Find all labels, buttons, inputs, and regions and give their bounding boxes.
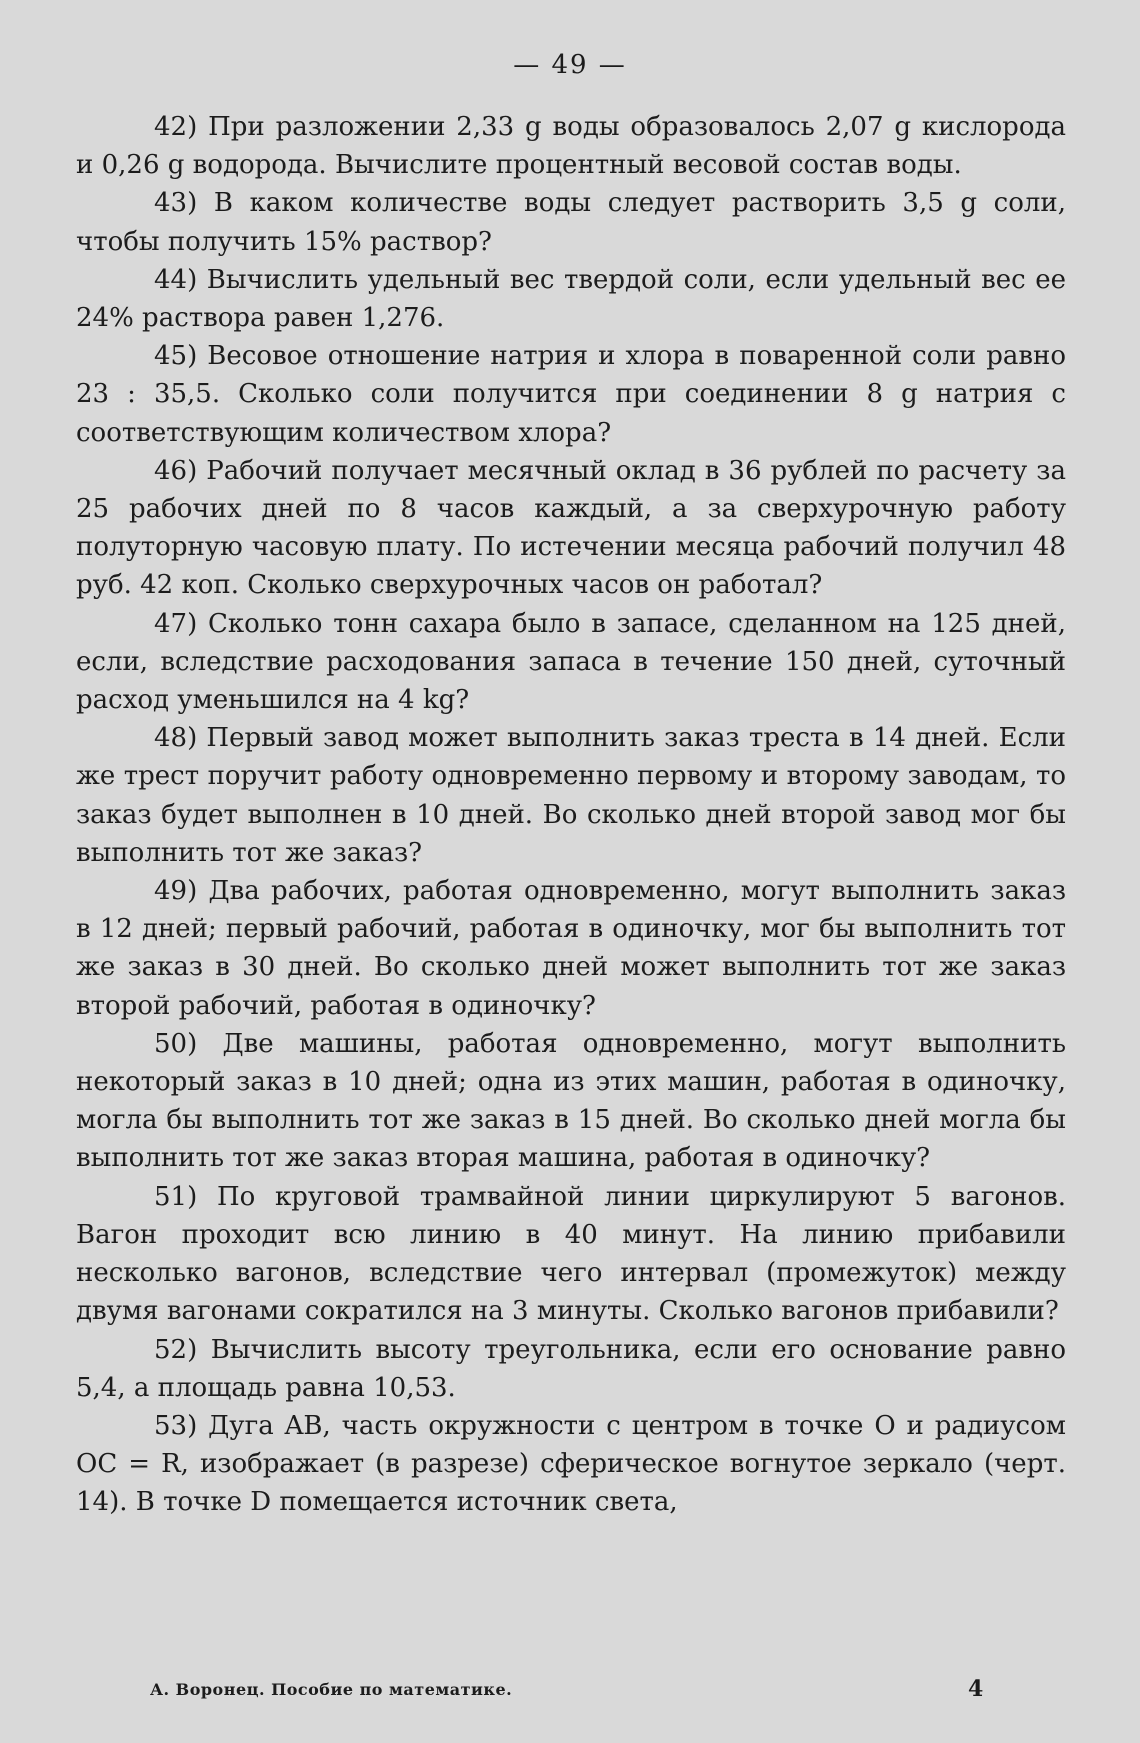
problem-48: 48) Первый завод может выполнить заказ треста в 14 дней. Если же трест поручит работу одновременно первому и второму заводам, то заказ будет выполнен в 10 дней. Во сколько дней второй завод мог бы выполнить тот же заказ? (76, 723, 1066, 868)
problem-43: 43) В каком количестве воды следует растворить 3,5 g соли, чтобы получить 15% раствор? (76, 188, 1066, 257)
footer-book-title: А. Воронец. Пособие по математике. (150, 1680, 513, 1699)
problem-45: 45) Весовое отношение натрия и хлора в поваренной соли равно 23 : 35,5. Сколько соли получится при соединении 8 g натрия с соответствующим количеством хлора? (76, 341, 1066, 448)
problem-42: 42) При разложении 2,33 g воды образовалось 2,07 g кислорода и 0,26 g водорода. Вычислите процентный весовой состав воды. (76, 112, 1066, 181)
problem-52: 52) Вычислить высоту треугольника, если его основание равно 5,4, а площадь равна 10,53. (76, 1334, 1066, 1403)
page-number: — 49 — (513, 50, 627, 80)
problem-49: 49) Два рабочих, работая одновременно, могут выполнить заказ в 12 дней; первый рабочий, работая в одиночку, мог бы выполнить тот же заказ в 30 дней. Во сколько дней может выполнить тот же заказ второй рабочий, работая в одиночку? (76, 876, 1066, 1021)
problems-list (76, 108, 1066, 1522)
footer-signature-mark: 4 (968, 1676, 984, 1702)
problem-44: 44) Вычислить удельный вес твердой соли, если удельный вес ее 24% раствора равен 1,276. (76, 264, 1066, 334)
problem-47: 47) Сколько тонн сахара было в запасе, сделанном на 125 дней, если, вследствие расходования запаса в течение 150 дней, суточный расход уменьшился на 4 kg? (76, 608, 1066, 716)
problem-46: 46) Рабочий получает месячный оклад в 36 рублей по расчету за 25 рабочих дней по 8 часов каждый, а за сверхурочную работу полуторную часовую плату. По истечении месяца рабочий получил 48 руб. 42 коп. Сколько сверхурочных часов он работал? (76, 455, 1066, 601)
problem-53: 53) Дуга AB, часть окружности с центром в точке O и радиусом OC = R, изображает (в разрезе) сферическое вогнутое зеркало (черт. 14). В точке D помещается источник света, (76, 1410, 1066, 1518)
problem-51: 51) По круговой трамвайной линии циркулируют 5 вагонов. Вагон проходит всю линию в 40 минут. На линию прибавили несколько вагонов, вследствие чего интервал (промежуток) между двумя вагонами сократился на 3 минуты. Сколько вагонов прибавили? (76, 1181, 1066, 1327)
problem-50: 50) Две машины, работая одновременно, могут выполнить некоторый заказ в 10 дней; одна из этих машин, работая в одиночку, могла бы выполнить тот же заказ в 15 дней. Во сколько дней могла бы выполнить тот же заказ вторая машина, работая в одиночку? (76, 1028, 1066, 1174)
